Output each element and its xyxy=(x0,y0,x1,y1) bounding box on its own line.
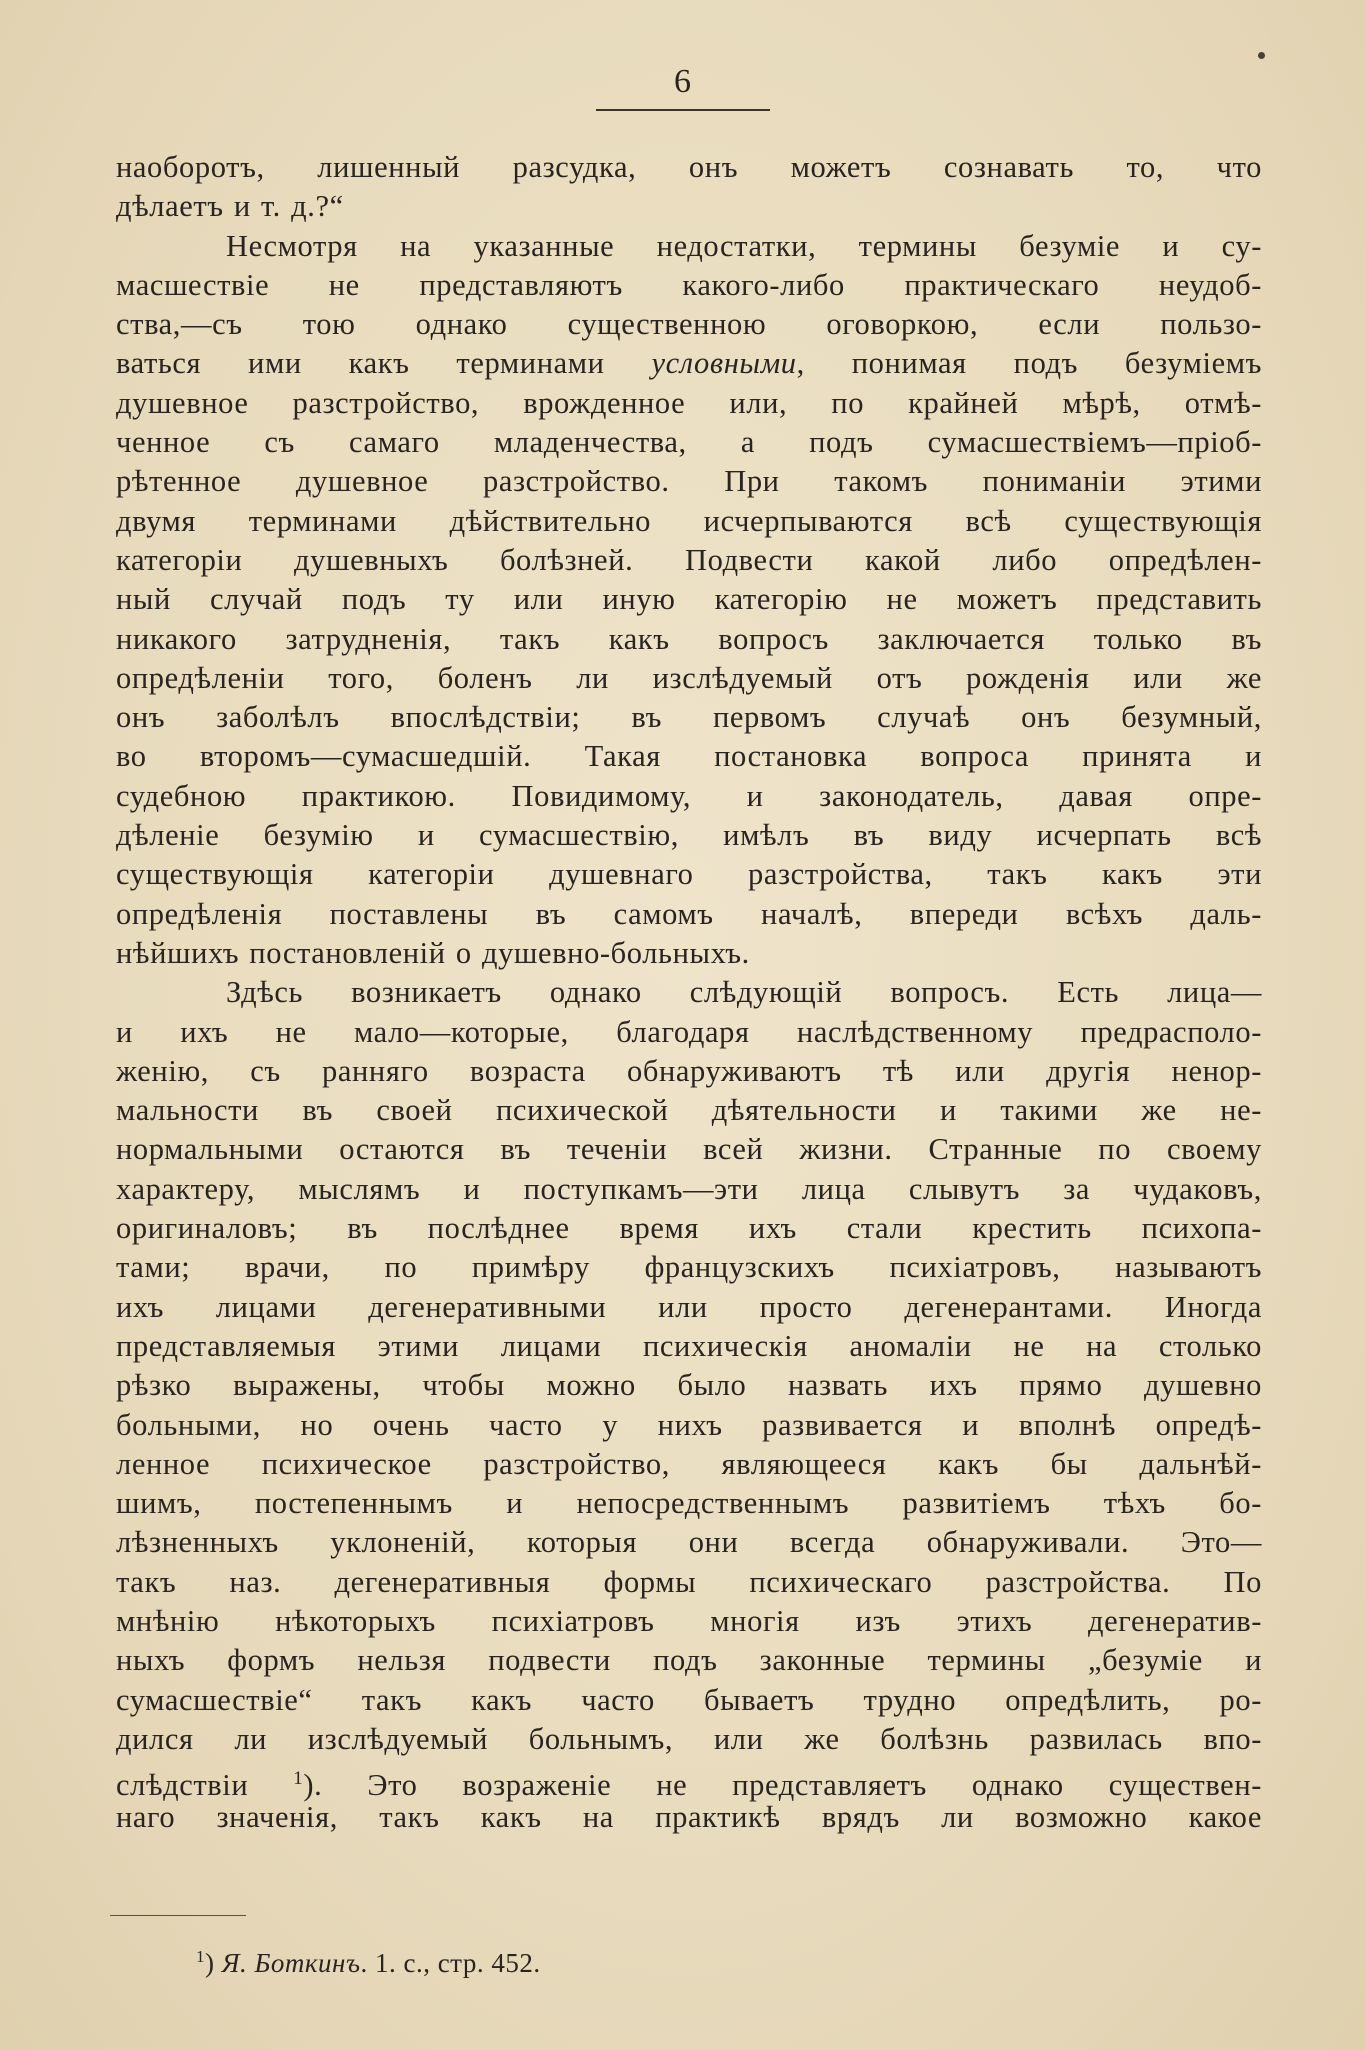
text-line: душевное разстройство, врожденное или, по крайней мѣрѣ, отмѣ- xyxy=(116,385,1262,420)
text-line: существующія категоріи душевнаго разстройства, такъ какъ эти xyxy=(116,857,1262,892)
footnote-rule xyxy=(110,1915,246,1916)
text-segment: слѣдствіи xyxy=(116,1768,294,1803)
text-line: опредѣленіи того, боленъ ли изслѣдуемый отъ рожденія или же xyxy=(116,660,1262,695)
text-line: нормальными остаются въ теченіи всей жизни. Странные по своему xyxy=(116,1132,1262,1167)
text-line: онъ заболѣлъ впослѣдствіи; въ первомъ случаѣ онъ безумный, xyxy=(116,700,1262,735)
text-line-with-footnote-ref xyxy=(116,1759,1263,1803)
footnote: $^1$) Я. Боткинъ. 1. с., стр. 452. xyxy=(196,1947,541,1978)
text-line: тами; врачи, по примѣру французскихъ психіатровъ, называютъ xyxy=(116,1250,1262,1285)
text-line: женію, съ ранняго возраста обнаруживаютъ тѣ или другія ненор- xyxy=(116,1053,1262,1088)
text-line: категоріи душевныхъ болѣзней. Подвести какой либо опредѣлен- xyxy=(116,542,1262,577)
text-line: дился ли изслѣдуемый больнымъ, или же болѣзнь развилась впо- xyxy=(116,1721,1262,1756)
text-line: ныхъ формъ нельзя подвести подъ законные термины „безуміе и xyxy=(116,1643,1262,1678)
text-line: судебною практикою. Повидимому, и законодатель, давая опре- xyxy=(116,778,1262,813)
text-segment: ваться ими какъ терминами xyxy=(116,346,652,381)
text-segment: , понимая подъ безуміемъ xyxy=(796,346,1262,381)
text-line: ченное съ самаго младенчества, а подъ сумасшествіемъ—пріоб- xyxy=(116,425,1262,460)
text-line: ный случай подъ ту или иную категорію не можетъ представить xyxy=(116,582,1262,617)
text-segment: ). Это возраженіе не представляетъ однако существен- xyxy=(303,1768,1263,1803)
text-line: ихъ лицами дегенеративными или просто дегенерантами. Иногда xyxy=(116,1289,1262,1324)
text-line: наго значенія, такъ какъ на практикѣ врядъ ли возможно какое xyxy=(116,1800,1262,1835)
text-line: представляемыя этими лицами психическія аномаліи не на столько xyxy=(116,1328,1262,1363)
text-line: опредѣленія поставлены въ самомъ началѣ, впереди всѣхъ даль- xyxy=(116,896,1262,931)
text-line: лѣзненныхъ уклоненій, которыя они всегда обнаруживали. Это— xyxy=(116,1525,1262,1560)
text-line: никакого затрудненія, такъ какъ вопросъ заключается только въ xyxy=(116,621,1262,656)
text-line: мнѣнію нѣкоторыхъ психіатровъ многія изъ этихъ дегенератив- xyxy=(116,1603,1262,1638)
text-line: дѣленіе безумію и сумасшествію, имѣлъ въ виду исчерпать всѣ xyxy=(116,818,1262,853)
text-line: двумя терминами дѣйствительно исчерпываются всѣ существующія xyxy=(116,503,1262,538)
footnote-marker: 1 xyxy=(196,1947,205,1966)
text-line: рѣзко выражены, чтобы можно было назвать ихъ прямо душевно xyxy=(116,1368,1262,1403)
text-line: дѣлаетъ и т. д.?“ xyxy=(116,189,344,224)
text-line: мальности въ своей психической дѣятельности и такими же не- xyxy=(116,1093,1262,1128)
page-number: 6 xyxy=(674,63,691,100)
text-line: нѣйшихъ постановленій о душевно-больныхъ. xyxy=(116,935,750,970)
text-line: во второмъ—сумасшедшій. Такая постановка вопроса принята и xyxy=(116,739,1262,774)
text-line: ленное психическое разстройство, являющееся какъ бы дальнѣй- xyxy=(116,1446,1262,1481)
text-line: шимъ, постепеннымъ и непосредственнымъ развитіемъ тѣхъ бо- xyxy=(116,1486,1262,1521)
body-text xyxy=(116,148,1262,1838)
footnote-author: Я. Боткинъ xyxy=(221,1948,361,1978)
header-rule xyxy=(596,109,770,111)
text-line: такъ наз. дегенеративныя формы психическаго разстройства. По xyxy=(116,1564,1262,1599)
text-line: рѣтенное душевное разстройство. При такомъ пониманіи этими xyxy=(116,464,1262,499)
text-line: оригиналовъ; въ послѣднее время ихъ стали крестить психопа- xyxy=(116,1211,1262,1246)
footnote-reference: 1 xyxy=(293,1768,304,1790)
ink-speck xyxy=(1258,52,1265,59)
text-line: характеру, мыслямъ и поступкамъ—эти лица слывутъ за чудаковъ, xyxy=(116,1171,1262,1206)
text-line: и ихъ не мало—которые, благодаря наслѣдственному предрасполо- xyxy=(116,1014,1262,1049)
text-line: масшествіе не представляютъ какого-либо практическаго неудоб- xyxy=(116,267,1262,302)
text-line: Несмотря на указанные недостатки, термины безуміе и су- xyxy=(226,228,1262,263)
text-line-with-italic xyxy=(116,344,1262,383)
text-line: Здѣсь возникаетъ однако слѣдующій вопросъ. Есть лица— xyxy=(226,975,1262,1010)
italic-word: условными xyxy=(651,346,797,381)
text-line: сумасшествіе“ такъ какъ часто бываетъ трудно опредѣлить, ро- xyxy=(116,1682,1262,1717)
text-line: ства,—съ тою однако существенною оговоркою, если пользо- xyxy=(116,307,1262,342)
text-line: больными, но очень часто у нихъ развивается и вполнѣ опредѣ- xyxy=(116,1407,1262,1442)
footnote-citation: . 1. с., стр. 452. xyxy=(360,1948,541,1978)
text-line: наоборотъ, лишенный разсудка, онъ можетъ сознавать то, что xyxy=(116,150,1262,184)
